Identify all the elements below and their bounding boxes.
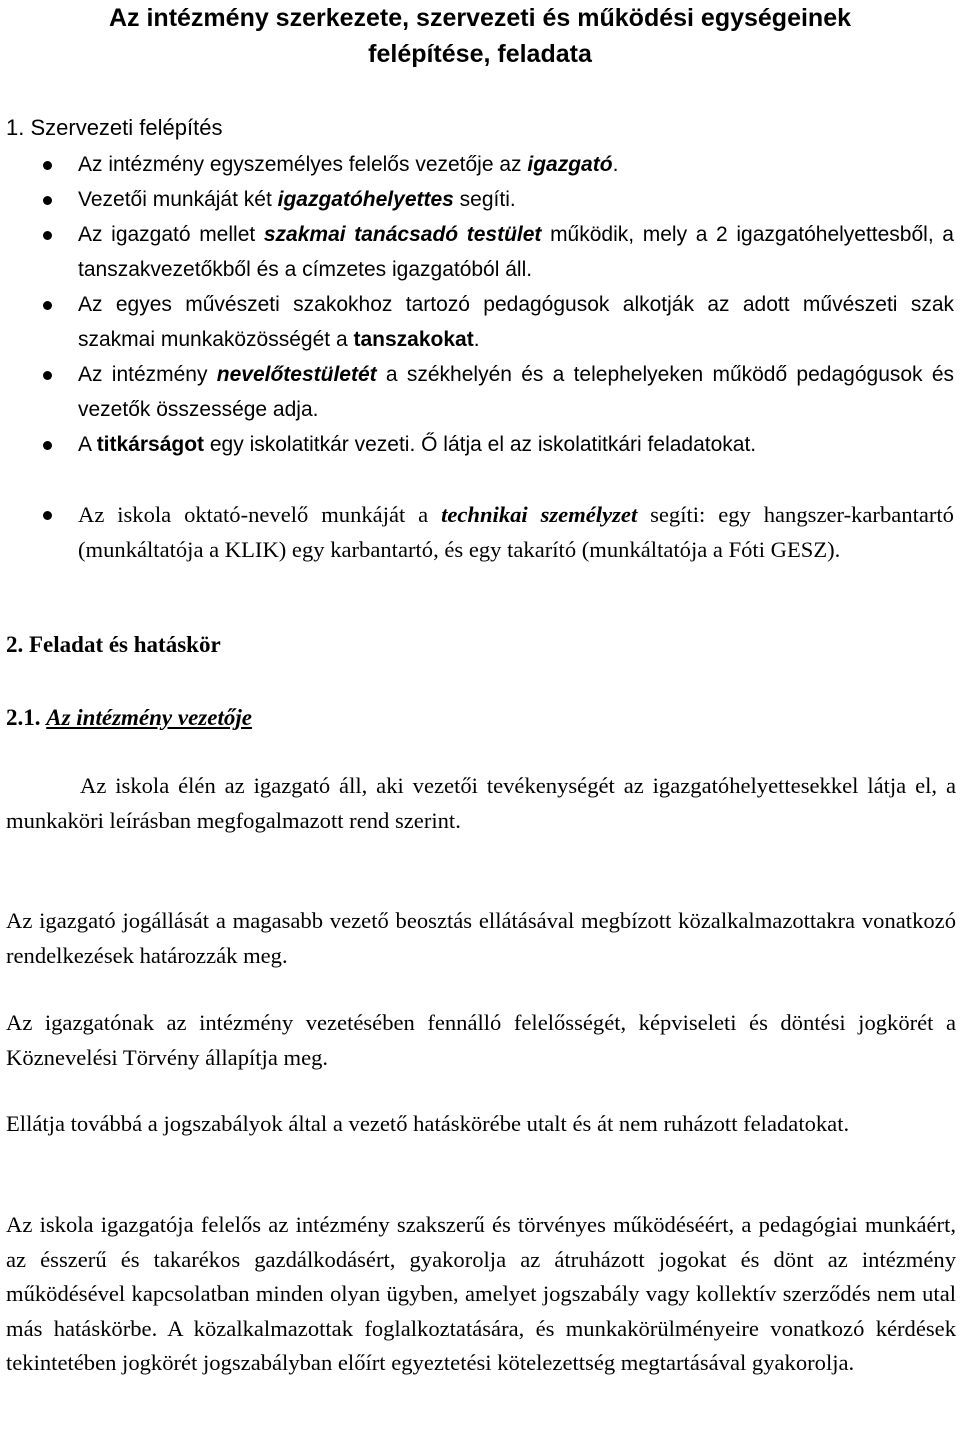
bullet-dot-icon (43, 301, 52, 310)
subsection-title: Az intézmény vezetője (46, 705, 252, 730)
section-2-1-heading (6, 703, 252, 733)
subsection-number: 2.1. (6, 705, 47, 730)
list-item: Az egyes művészeti szakokhoz tartozó pedagógusok alkotják az adott művészeti szak szakmai munkaközösségét a tanszakokat. (0, 288, 954, 358)
strong-term: titkárságot (96, 433, 205, 456)
title-line-2: felépítése, feladata (368, 40, 592, 68)
section-2-heading: 2. Feladat és hatáskör (6, 632, 221, 657)
paragraph: Az igazgató jogállását a magasabb vezető beosztás ellátásával megbízott közalkalmazottakra vonatkozó rendelkezések határozzák meg. (6, 908, 956, 968)
list-item: Az intézmény nevelőtestületét a székhelyén és a telephelyeken működő pedagógusok és vezetők összessége adja. (0, 358, 954, 428)
emphasis: szakmai tanácsadó testület (263, 223, 542, 246)
paragraph: Ellátja továbbá a jogszabályok által a vezető hatáskörébe utalt és át nem ruházott feladatokat. (6, 1111, 850, 1136)
list-item: Az intézmény egyszemélyes felelős vezetője az igazgató. (0, 148, 954, 183)
bullet-dot-icon (43, 441, 52, 450)
strong-term: tanszakokat (353, 327, 474, 351)
document-title (0, 0, 960, 72)
emphasis: igazgatóhelyettes (277, 188, 454, 211)
bullet-dot-icon (43, 371, 52, 380)
bullet-dot-icon (43, 511, 52, 520)
paragraph: Az igazgatónak az intézmény vezetésében fennálló felelősségét, képviseleti és döntési jogkörét a Köznevelési Törvény állapítja meg. (6, 1010, 956, 1070)
emphasis: igazgató (527, 153, 613, 176)
section-1-heading: 1. Szervezeti felépítés (6, 115, 223, 140)
bullet-dot-icon (43, 196, 52, 205)
bullet-dot-icon (43, 231, 52, 240)
title-line-1: Az intézmény szerkezete, szervezeti és működési egységeinek (108, 4, 852, 32)
paragraph: Az iskola igazgatója felelős az intézmény szakszerű és törvényes működéséért, a pedagógiai munkáért, az ésszerű és takarékos gazdálkodásért, gyakorolja az átruházott jogokat és dönt az intézmény működésével kapcsolatban minden olyan ügyben, amelyet jogszabály vagy kollektív szerződés nem utal más hatáskörbe. A közalkalmazottak foglalkoztatására, és munkakörülményeire vonatkozó kérdések tekintetében jogkörét jogszabályban előírt egyeztetési kötelezettség megtartásával gyakorolja. (6, 1212, 956, 1376)
paragraph: Az iskola élén az igazgató áll, aki vezetői tevékenységét az igazgatóhelyettesekkel látja el, a munkaköri leírásban megfogalmazott rend szerint. (6, 773, 956, 833)
structure-bullet-list (0, 148, 960, 603)
list-item: A titkárságot egy iskolatitkár vezeti. Ő látja el az iskolatitkári feladatokat. (0, 428, 954, 498)
list-item: Az iskola oktató-nevelő munkáját a technikai személyzet segíti: egy hangszer-karbantartó (munkáltatója a KLIK) egy karbantartó, és egy takarító (munkáltatója a Fóti GESZ). (0, 498, 954, 603)
list-item: Vezetői munkáját két igazgatóhelyettes segíti. (0, 183, 954, 218)
list-item: Az igazgató mellet szakmai tanácsadó testület működik, mely a 2 igazgatóhelyettesből, a tanszakvezetőkből és a címzetes igazgatóból áll. (0, 218, 954, 288)
bullet-dot-icon (43, 161, 52, 170)
emphasis: technikai személyzet (441, 502, 638, 527)
emphasis: nevelőtestületét (216, 363, 377, 386)
